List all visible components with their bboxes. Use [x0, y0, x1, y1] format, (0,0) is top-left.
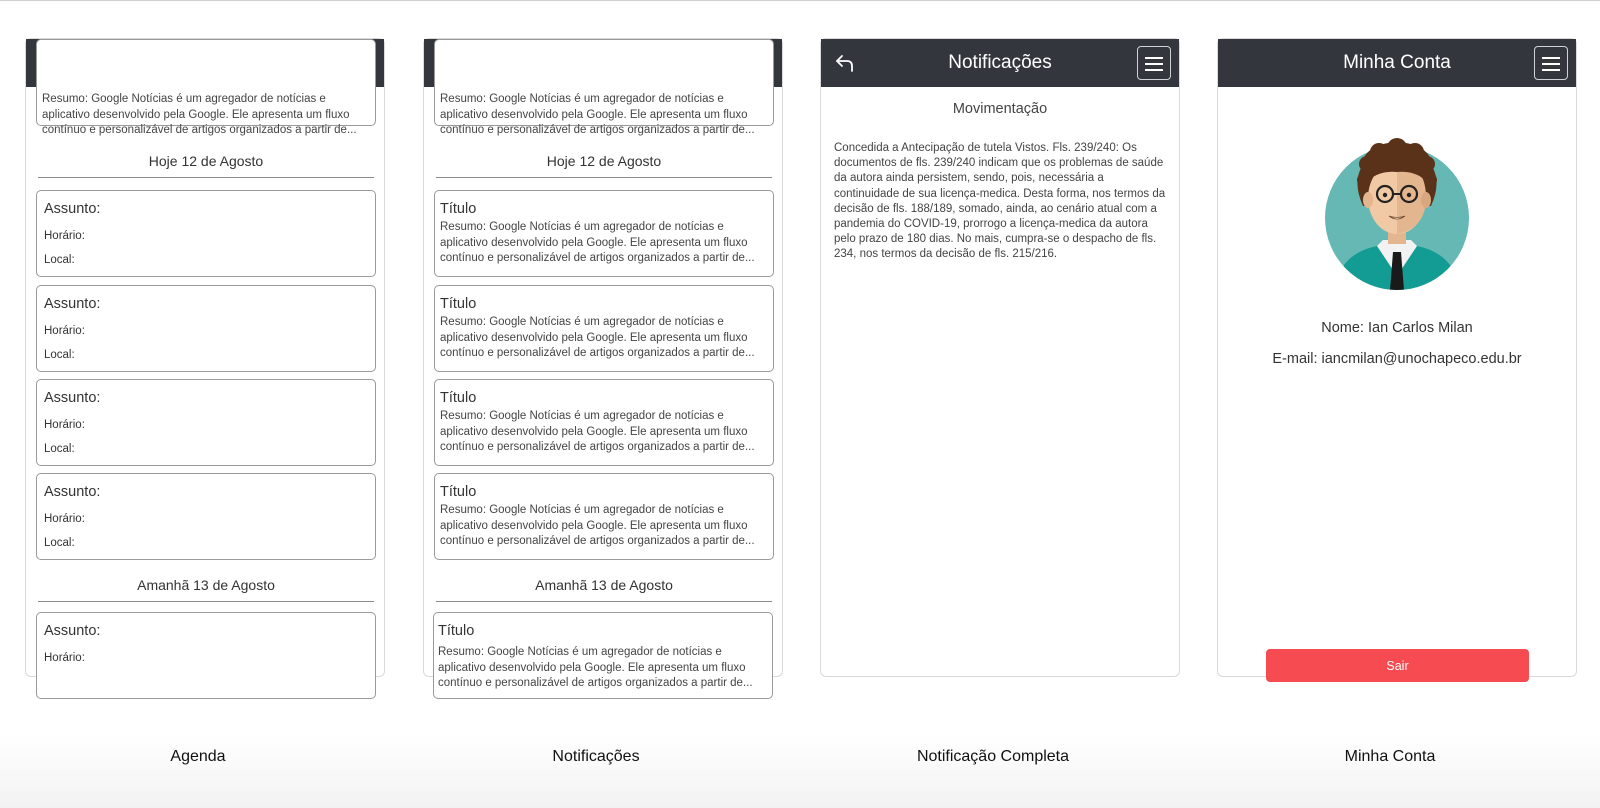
user-avatar-illustration [1325, 136, 1469, 290]
caption-notification-detail: Notificação Completa [916, 748, 1070, 765]
notification-summary: Resumo: Google Notícias é um agregador de notícias e aplicativo desenvolvido pela Google. Ele apresenta um fluxo contínuo e personalizável de artigos organizados a partir de... [438, 646, 753, 689]
time-label: Horário: [44, 652, 85, 664]
notifications-screen [423, 38, 783, 689]
day-header-today: Hoje 12 de Agosto [38, 153, 374, 178]
notification-title: Título [440, 484, 477, 500]
notification-card[interactable] [434, 285, 774, 372]
notification-summary: Resumo: Google Notícias é um agregador de notícias e aplicativo desenvolvido pela Google. Ele apresenta um fluxo contínuo e personalizável de artigos organizados a partir de... [440, 93, 755, 136]
subject-label: Assunto: [44, 390, 101, 406]
notification-card[interactable] [434, 190, 774, 277]
notification-detail-content[interactable] [821, 87, 1179, 676]
notification-detail-screen [820, 38, 1180, 677]
time-label: Horário: [44, 230, 85, 242]
notification-body: Concedida a Antecipação de tutela Vistos. Fls. 239/240: Os documentos de fls. 239/240 indicam que os problemas de saúde da autora ainda persistem, sendo, pois, necessária a continuidade de sua licença-medica. Desta forma, nos termos da decisão de fls. 188/189, somado, ainda, ao cenário atual com a pandemia do COVID-19, prorrogo a licença-medica da autora pelo prazo de 180 dias. No mais, cumpra-se o despacho de fls. 234, nos termos da decisão de fls. 215/216. [834, 142, 1166, 261]
section-title: Movimentação [952, 101, 1048, 117]
agenda-list[interactable] [26, 87, 384, 676]
notification-card[interactable] [434, 473, 774, 560]
subject-label: Assunto: [44, 201, 101, 217]
caption-agenda: Agenda [170, 748, 226, 765]
top-divider [0, 0, 1600, 1]
caption-account: Minha Conta [1344, 748, 1436, 765]
account-header [1218, 39, 1576, 87]
subject-label: Assunto: [44, 296, 101, 312]
notification-card-partial[interactable] [434, 39, 774, 136]
account-title: Minha Conta [1343, 52, 1451, 73]
notification-summary: Resumo: Google Notícias é um agregador de notícias e aplicativo desenvolvido pela Google. Ele apresenta um fluxo contínuo e personalizável de artigos organizados a partir de... [440, 410, 755, 453]
notification-summary: Resumo: Google Notícias é um agregador de notícias e aplicativo desenvolvido pela Google. Ele apresenta um fluxo contínuo e personalizável de artigos organizados a partir de... [440, 316, 755, 359]
agenda-card[interactable] [36, 612, 376, 699]
day-header-tomorrow: Amanhã 13 de Agosto [436, 577, 772, 602]
subject-label: Assunto: [44, 484, 101, 500]
time-label: Horário: [44, 419, 85, 431]
place-label: Local: [44, 443, 75, 455]
place-label: Local: [44, 349, 75, 361]
place-label: Local: [44, 254, 75, 266]
agenda-card[interactable] [36, 190, 376, 277]
day-header-tomorrow: Amanhã 13 de Agosto [38, 577, 374, 602]
agenda-card-partial[interactable] [36, 39, 376, 136]
notification-card[interactable] [434, 379, 774, 466]
place-label: Local: [44, 537, 75, 549]
notification-detail-header [821, 39, 1179, 87]
agenda-screen [25, 38, 385, 677]
account-screen [1217, 38, 1577, 677]
back-arrow-icon[interactable] [833, 51, 857, 75]
notification-title: Título [440, 390, 477, 406]
caption-notifications: Notificações [552, 748, 640, 765]
notifications-list[interactable] [424, 87, 782, 689]
notification-title: Título [438, 623, 475, 639]
notification-title: Título [440, 201, 477, 217]
notification-card[interactable] [433, 612, 773, 699]
notification-summary: Resumo: Google Notícias é um agregador de notícias e aplicativo desenvolvido pela Google. Ele apresenta um fluxo contínuo e personalizável de artigos organizados a partir de... [440, 221, 755, 264]
notification-detail-title: Notificações [948, 52, 1052, 73]
menu-button[interactable] [1137, 46, 1171, 80]
logout-button[interactable]: Sair [1266, 649, 1529, 682]
agenda-card[interactable] [36, 473, 376, 560]
account-content [1218, 87, 1576, 676]
notification-summary: Resumo: Google Notícias é um agregador de notícias e aplicativo desenvolvido pela Google. Ele apresenta um fluxo contínuo e personalizável de artigos organizados a partir de... [440, 504, 755, 547]
agenda-card-summary: Resumo: Google Notícias é um agregador de notícias e aplicativo desenvolvido pela Google. Ele apresenta um fluxo contínuo e personalizável de artigos organizados a partir de... [42, 93, 357, 136]
account-name: Nome: Ian Carlos Milan [1321, 320, 1473, 336]
time-label: Horário: [44, 513, 85, 525]
subject-label: Assunto: [44, 623, 101, 639]
notification-title: Título [440, 296, 477, 312]
day-header-today: Hoje 12 de Agosto [436, 153, 772, 178]
agenda-card[interactable] [36, 285, 376, 372]
time-label: Horário: [44, 325, 85, 337]
menu-button[interactable] [1534, 46, 1568, 80]
agenda-card[interactable] [36, 379, 376, 466]
account-email: E-mail: iancmilan@unochapeco.edu.br [1272, 351, 1522, 367]
